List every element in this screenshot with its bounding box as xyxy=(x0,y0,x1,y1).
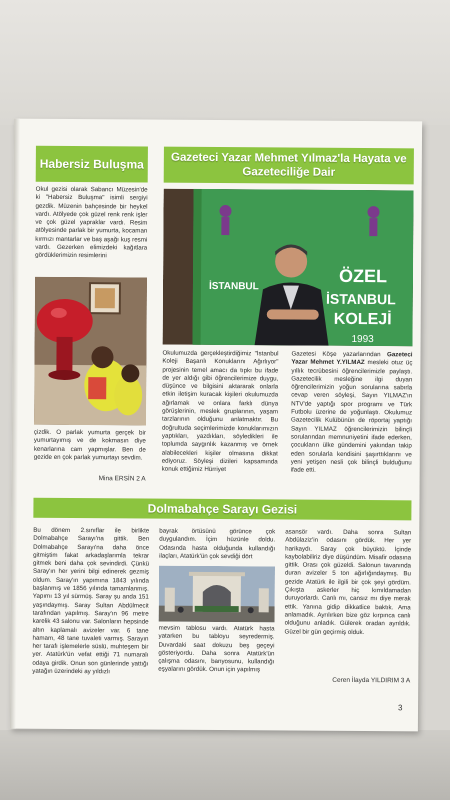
article1-author: Mina ERSİN 2 A xyxy=(98,475,146,483)
article3-column2-top: bayrak örtüsünü görünce çok duygulandım. İçim hüzünle doldu. Odasında hasta olduğunda kullandığı ilaçları, Atatürk'ün çok sevdiği dört xyxy=(159,527,276,561)
article2-column2-rest: mesleki otuz üç yıllık tecrübesini öğrencilerimizle paylaştı. Gazetecilik mesleğine ilgi duyan öğrencilerimizin yoğun sorularına sabırla cevap veren söyleşi, Sayın YILMAZ'ın NTV'de yaptığı spor programı ve Türk Futbolu üzerine de yoğunlaştı. Okulumuz Gazetecilik Kulübünün de röportaj yaptığı Sayın YILMAZ öğrencilerimizin bilinçli sorularından memnuniyetini ifade ederken, çocukların ülke gündemini yakından takip eden sorularla kendisini şaşırttıklarını ve yeni yetişen nesli çok bilinçli bulduğunu ifade etti. xyxy=(290,359,413,474)
interview-photo xyxy=(163,189,414,347)
background-table xyxy=(0,730,450,800)
article3-author: Ceren İlayda YILDIRIM 3 A xyxy=(332,676,411,685)
page-spine-shadow xyxy=(10,119,20,729)
sign-line1: ÖZEL xyxy=(338,265,388,287)
sign-line3: KOLEJİ xyxy=(333,310,392,329)
article1-title: Habersiz Buluşma xyxy=(36,146,148,183)
article3-title: Dolmabahçe Sarayı Gezisi xyxy=(33,498,411,521)
background-wall xyxy=(0,0,450,125)
article2-title: Gazeteci Yazar Mehmet Yılmaz'la Hayata ve Gazeteciliğe Dair xyxy=(164,147,414,185)
palace-gate-photo xyxy=(159,566,275,623)
article2-guest-name: Gazeteci Yazar Mehmet Y.YILMAZ xyxy=(291,351,413,367)
museum-photo xyxy=(34,277,147,426)
article2-column2 xyxy=(291,351,413,492)
article1-body-top: Okul gezisi olarak Sabancı Müzesin'de ki "Habersiz Buluşma" isimli sergiyi gezdik. Müzenin bahçesinde bir heykel vardı. Atölyede çok güzel renk renk işler ve çok güzel yapraklar vardı. Resim atölyesinde parlak bir yumurta, kocaman kırmızı mantarlar ve baş aşağı kuş resmi vardı. Gezerken elimizdeki kağıtlara gördüklerimizin resimlerini xyxy=(35,185,148,260)
palace-gate-illustration xyxy=(159,566,275,623)
article3-column1: Bu dönem 2.sınıflar ile birlikte Dolmabahçe Sarayı'na gittik. Ben Dolmabahçe Sarayı'na daha önce gitmiştim fakat arkadaşlarımla tekrar gitmek beni daha çok sevindirdi. Çünkü Saray'ın her yerini bilgi edinerek gezmiş oldum. Saray'ın yapımına 1843 yılında başlanmış ve 1856 yılında tamamlanmış. Yapımı 13 yıl sürmüş. Saray şu anda 151 yaşındaymış. Saray Sultan Abdülmecit tarafından yapılmış. Saray'ın 96 metre karelik 43 salonu var. Salonların hepsinde altın kaplamalı avizeler var. 6 tane hamam, 48 tane tuvaleti varmış. Sarayın her tarafı işlemelerle süslü, muhteşem bir yer. Atatürk'ün vefat ettiği 71 numaralı odaya girdik. Onun son günlerinde yattığı yatağın üzerindeki ay yıldızlı xyxy=(32,526,150,676)
sign-line2: İSTANBUL xyxy=(325,290,396,308)
article2-column2-lead: Gazetesi Köşe yazarlarından xyxy=(291,350,381,359)
sign-year: 1993 xyxy=(351,333,374,346)
article1-body-bottom: çizdik. O parlak yumurta gerçek bir yumurtayımış ve de kokmasın diye kenarlarına cam yapmışlar. Ben de gezide en çok parlak yumurtayı sevdim. xyxy=(33,428,146,462)
sign-left-line2: İSTANBUL xyxy=(208,280,259,293)
page-number: 3 xyxy=(397,703,403,713)
museum-photo-illustration xyxy=(34,277,147,426)
magazine-page xyxy=(10,119,422,732)
article3-column3: asansör vardı. Daha sonra Sultan Abdülaziz'in odasını gördük. Her yer harikaydı. Saray çok büyüktü. İçinde kaybolabiliriz diye düşündüm. Misafir odasına gittik. Orası çok güzeldi. Salonun tavanında duran avizeler 5 ton ağırlığındaymış. Bu gezide Atatürk ile ilgili bir çok şeyi gördüm. Çıkışta askerler hiç kımıldamadan duruyorlardı. Canlı mı, cansız mı diye merak ettik. Yanına gidip dikkatlice baktık. Ama anlamadık. Ayrılırken bize göz kırpınca canlı olduğunu anladık. Gülerek oradan ayrıldık. Güzel bir gün geçirmiş olduk. xyxy=(284,528,412,636)
interview-photo-illustration xyxy=(163,189,414,347)
article3-column2-bottom: mevsim tablosu vardı. Atatürk hasta yatarken bu tabloyu seyredermiş. Duvardaki saat dokuzu beş geçeyi gösteriyordu. Daha sonra Atatürk'ün çalışma odasını, banyosunu, kullandığı eşyalarını gördük. Onun için yapılmış xyxy=(158,624,275,674)
article2-column1: Okulumuzda gerçekleştirdiğimiz "İstanbul Koleji Başarılı Konuklarını Ağırlıyor" projesinin temel amacı da tıpkı bu ifade de yer aldığı gibi öğrencilerimize duygu, düşünce ve bilgisini aktararak onlarla etkin iletişim kuracak kişileri okulumuzda ağırlamak ve onlara farklı dünya görüşlerinin, meslek gruplarının, yaşam tarzlarının olduğunu anlatmaktır. Bu doğrultuda seçimlerimizde konuklarımızın yaptıkları, yazdıkları, söyledikleri ile toplumda saygınlık kazanmış ve örnek alabilecekleri kişiler olmasına dikkat ediyoruz. Söyleşi dizileri kapsamında konuk ettiğimiz Hürriyet xyxy=(161,349,279,474)
